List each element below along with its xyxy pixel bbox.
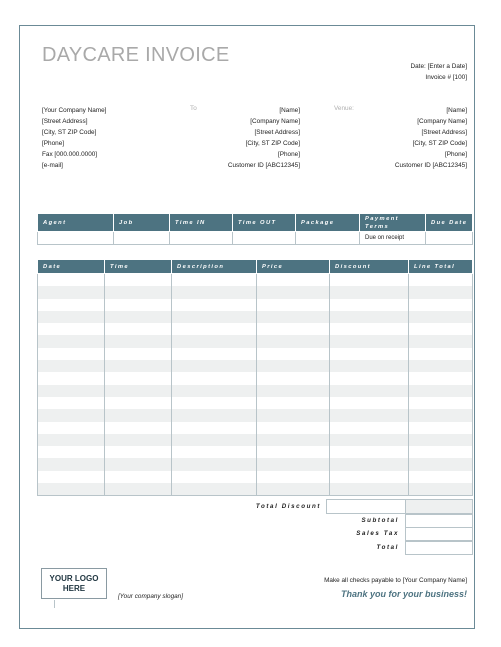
invoice-date[interactable]: Date: [Enter a Date] [410, 63, 467, 70]
cell-discount[interactable] [330, 311, 409, 323]
cell-price[interactable] [257, 274, 330, 287]
cell-price[interactable] [257, 385, 330, 397]
cell-discount[interactable] [330, 299, 409, 311]
table-row [38, 446, 473, 458]
cell-discount[interactable] [330, 323, 409, 335]
cell-due-date[interactable] [426, 232, 473, 245]
cell-discount[interactable] [330, 286, 409, 298]
cell-description[interactable] [172, 286, 257, 298]
header-time-in: Time IN [170, 214, 233, 232]
table-row [38, 422, 473, 434]
cell-time[interactable] [105, 483, 172, 496]
header-time: Time [105, 260, 172, 274]
table-row [38, 360, 473, 372]
cell-date[interactable] [38, 311, 105, 323]
cell-line-total[interactable] [409, 409, 473, 421]
cell-line-total[interactable] [409, 397, 473, 409]
total-discount-line[interactable] [405, 499, 473, 514]
cell-description[interactable] [172, 274, 257, 287]
cell-discount[interactable] [330, 409, 409, 421]
cell-line-total[interactable] [409, 434, 473, 446]
sales-tax-label: Sales Tax [356, 530, 399, 537]
cell-time[interactable] [105, 409, 172, 421]
logo-text: YOUR LOGO HERE [49, 574, 99, 593]
from-phone[interactable]: [Phone] [42, 140, 65, 147]
cell-description[interactable] [172, 299, 257, 311]
cell-date[interactable] [38, 360, 105, 372]
table-row [38, 385, 473, 397]
cell-date[interactable] [38, 274, 105, 287]
total-discount-label: Total Discount [255, 503, 321, 510]
total-discount-value[interactable] [326, 499, 406, 514]
cell-time[interactable] [105, 397, 172, 409]
cell-price[interactable] [257, 348, 330, 360]
table-row [38, 299, 473, 311]
cell-date[interactable] [38, 286, 105, 298]
cell-date[interactable] [38, 335, 105, 347]
thank-you-message: Thank you for your business! [340, 589, 467, 599]
cell-date[interactable] [38, 348, 105, 360]
cell-description[interactable] [172, 434, 257, 446]
table-row [38, 471, 473, 483]
from-company[interactable]: [Your Company Name] [42, 107, 107, 114]
cell-price[interactable] [257, 409, 330, 421]
cell-date[interactable] [38, 323, 105, 335]
cell-time[interactable] [105, 323, 172, 335]
cell-price[interactable] [257, 397, 330, 409]
cell-time[interactable] [105, 422, 172, 434]
from-street[interactable]: [Street Address] [42, 118, 88, 125]
cell-discount[interactable] [330, 422, 409, 434]
subtotal-value[interactable] [405, 514, 473, 528]
company-logo-placeholder[interactable] [41, 568, 107, 599]
invoice-meta [411, 61, 467, 83]
venue-block [395, 105, 467, 171]
company-slogan[interactable]: [Your company slogan] [118, 593, 184, 600]
invoice-number[interactable]: Invoice # [100] [425, 74, 467, 81]
cell-description[interactable] [172, 323, 257, 335]
table-row [38, 311, 473, 323]
cell-line-total[interactable] [409, 385, 473, 397]
cell-time[interactable] [105, 311, 172, 323]
cell-time[interactable] [105, 434, 172, 446]
cell-date[interactable] [38, 458, 105, 470]
cell-time-in[interactable] [170, 232, 233, 245]
to-city[interactable]: [City, ST ZIP Code] [245, 140, 300, 147]
to-customer-id[interactable]: Customer ID [ABC12345] [227, 162, 300, 169]
cell-price[interactable] [257, 360, 330, 372]
table-row [38, 372, 473, 384]
cell-job[interactable] [114, 232, 170, 245]
cell-date[interactable] [38, 483, 105, 496]
cell-discount[interactable] [330, 446, 409, 458]
header-payment-terms: Payment Terms [360, 214, 426, 232]
cell-time[interactable] [105, 335, 172, 347]
cell-line-total[interactable] [409, 286, 473, 298]
cell-description[interactable] [172, 446, 257, 458]
cell-agent[interactable] [38, 232, 114, 245]
cell-time[interactable] [105, 372, 172, 384]
venue-phone[interactable]: [Phone] [444, 151, 467, 158]
header-line-total: Line Total [409, 260, 473, 274]
cell-price[interactable] [257, 458, 330, 470]
header-package: Package [296, 214, 360, 232]
cell-date[interactable] [38, 409, 105, 421]
cell-time[interactable] [105, 360, 172, 372]
to-block [228, 105, 300, 171]
table-row [38, 274, 473, 287]
cell-description[interactable] [172, 483, 257, 496]
cell-price[interactable] [257, 311, 330, 323]
table-row [38, 286, 473, 298]
from-fax[interactable]: Fax [000.000.0000] [42, 151, 98, 158]
total-value[interactable] [405, 541, 473, 555]
cell-date[interactable] [38, 372, 105, 384]
cell-date[interactable] [38, 446, 105, 458]
to-label: To [190, 105, 197, 112]
cell-line-total[interactable] [409, 458, 473, 470]
cell-price[interactable] [257, 286, 330, 298]
cell-line-total[interactable] [409, 311, 473, 323]
cell-discount[interactable] [330, 360, 409, 372]
table-row [38, 335, 473, 347]
header-description: Description [172, 260, 257, 274]
to-phone[interactable]: [Phone] [277, 151, 300, 158]
table-row [38, 483, 473, 496]
venue-name[interactable]: [Name] [446, 107, 467, 114]
venue-customer-id[interactable]: Customer ID [ABC12345] [394, 162, 467, 169]
cell-time[interactable] [105, 446, 172, 458]
cell-discount[interactable] [330, 348, 409, 360]
line-items-body [38, 274, 473, 496]
header-discount: Discount [330, 260, 409, 274]
cell-date[interactable] [38, 471, 105, 483]
cell-line-total[interactable] [409, 471, 473, 483]
cell-discount[interactable] [330, 385, 409, 397]
cell-date[interactable] [38, 397, 105, 409]
cell-description[interactable] [172, 471, 257, 483]
cell-line-total[interactable] [409, 323, 473, 335]
to-company[interactable]: [Company Name] [250, 118, 300, 125]
table-row [38, 397, 473, 409]
table-row [38, 409, 473, 421]
payable-note: Make all checks payable to [Your Company Name] [324, 577, 467, 584]
cell-description[interactable] [172, 348, 257, 360]
header-price: Price [257, 260, 330, 274]
cell-description[interactable] [172, 409, 257, 421]
cell-description[interactable] [172, 458, 257, 470]
cell-discount[interactable] [330, 458, 409, 470]
cell-time[interactable] [105, 385, 172, 397]
cell-payment-terms[interactable]: Due on receipt [360, 232, 426, 245]
cell-discount[interactable] [330, 471, 409, 483]
to-street[interactable]: [Street Address] [254, 129, 300, 136]
cell-description[interactable] [172, 397, 257, 409]
cell-date[interactable] [38, 299, 105, 311]
cell-package[interactable] [296, 232, 360, 245]
cell-time[interactable] [105, 458, 172, 470]
header-date: Date [38, 260, 105, 274]
table-row [38, 323, 473, 335]
cell-description[interactable] [172, 422, 257, 434]
cell-line-total[interactable] [409, 483, 473, 496]
invoice-title: DAYCARE INVOICE [42, 44, 230, 66]
cell-price[interactable] [257, 335, 330, 347]
total-label: Total [376, 544, 399, 551]
cell-discount[interactable] [330, 274, 409, 287]
cell-discount[interactable] [330, 397, 409, 409]
cell-line-total[interactable] [409, 348, 473, 360]
details-row [38, 232, 473, 245]
cell-time[interactable] [105, 274, 172, 287]
table-row [38, 458, 473, 470]
venue-street[interactable]: [Street Address] [421, 129, 467, 136]
cell-date[interactable] [38, 422, 105, 434]
details-table [37, 213, 473, 245]
from-email[interactable]: [e-mail] [42, 162, 63, 169]
table-row [38, 348, 473, 360]
cell-line-total[interactable] [409, 422, 473, 434]
cell-line-total[interactable] [409, 372, 473, 384]
cell-discount[interactable] [330, 483, 409, 496]
cell-line-total[interactable] [409, 360, 473, 372]
cell-time-out[interactable] [233, 232, 296, 245]
cell-time[interactable] [105, 348, 172, 360]
cell-price[interactable] [257, 483, 330, 496]
cell-date[interactable] [38, 385, 105, 397]
cell-price[interactable] [257, 299, 330, 311]
cell-line-total[interactable] [409, 274, 473, 287]
header-time-out: Time OUT [233, 214, 296, 232]
venue-company[interactable]: [Company Name] [417, 118, 467, 125]
to-name[interactable]: [Name] [279, 107, 300, 114]
cell-discount[interactable] [330, 335, 409, 347]
cell-discount[interactable] [330, 372, 409, 384]
cell-price[interactable] [257, 446, 330, 458]
cell-price[interactable] [257, 422, 330, 434]
venue-city[interactable]: [City, ST ZIP Code] [412, 140, 467, 147]
cell-line-total[interactable] [409, 299, 473, 311]
cell-description[interactable] [172, 385, 257, 397]
cell-time[interactable] [105, 299, 172, 311]
cell-time[interactable] [105, 286, 172, 298]
cell-price[interactable] [257, 323, 330, 335]
sales-tax-value[interactable] [405, 527, 473, 541]
cell-line-total[interactable] [409, 335, 473, 347]
cell-discount[interactable] [330, 434, 409, 446]
cell-description[interactable] [172, 372, 257, 384]
table-row [38, 434, 473, 446]
header-job: Job [114, 214, 170, 232]
cell-price[interactable] [257, 471, 330, 483]
logo-divider [54, 600, 55, 608]
cell-description[interactable] [172, 311, 257, 323]
cell-time[interactable] [105, 471, 172, 483]
from-block [42, 105, 106, 171]
venue-label: Venue: [334, 105, 354, 112]
cell-description[interactable] [172, 335, 257, 347]
line-items-table [37, 259, 473, 496]
header-due-date: Due Date [426, 214, 473, 232]
from-city[interactable]: [City, ST ZIP Code] [42, 129, 97, 136]
cell-line-total[interactable] [409, 446, 473, 458]
header-agent: Agent [38, 214, 114, 232]
cell-price[interactable] [257, 372, 330, 384]
cell-date[interactable] [38, 434, 105, 446]
cell-price[interactable] [257, 434, 330, 446]
cell-description[interactable] [172, 360, 257, 372]
subtotal-label: Subtotal [361, 517, 399, 524]
